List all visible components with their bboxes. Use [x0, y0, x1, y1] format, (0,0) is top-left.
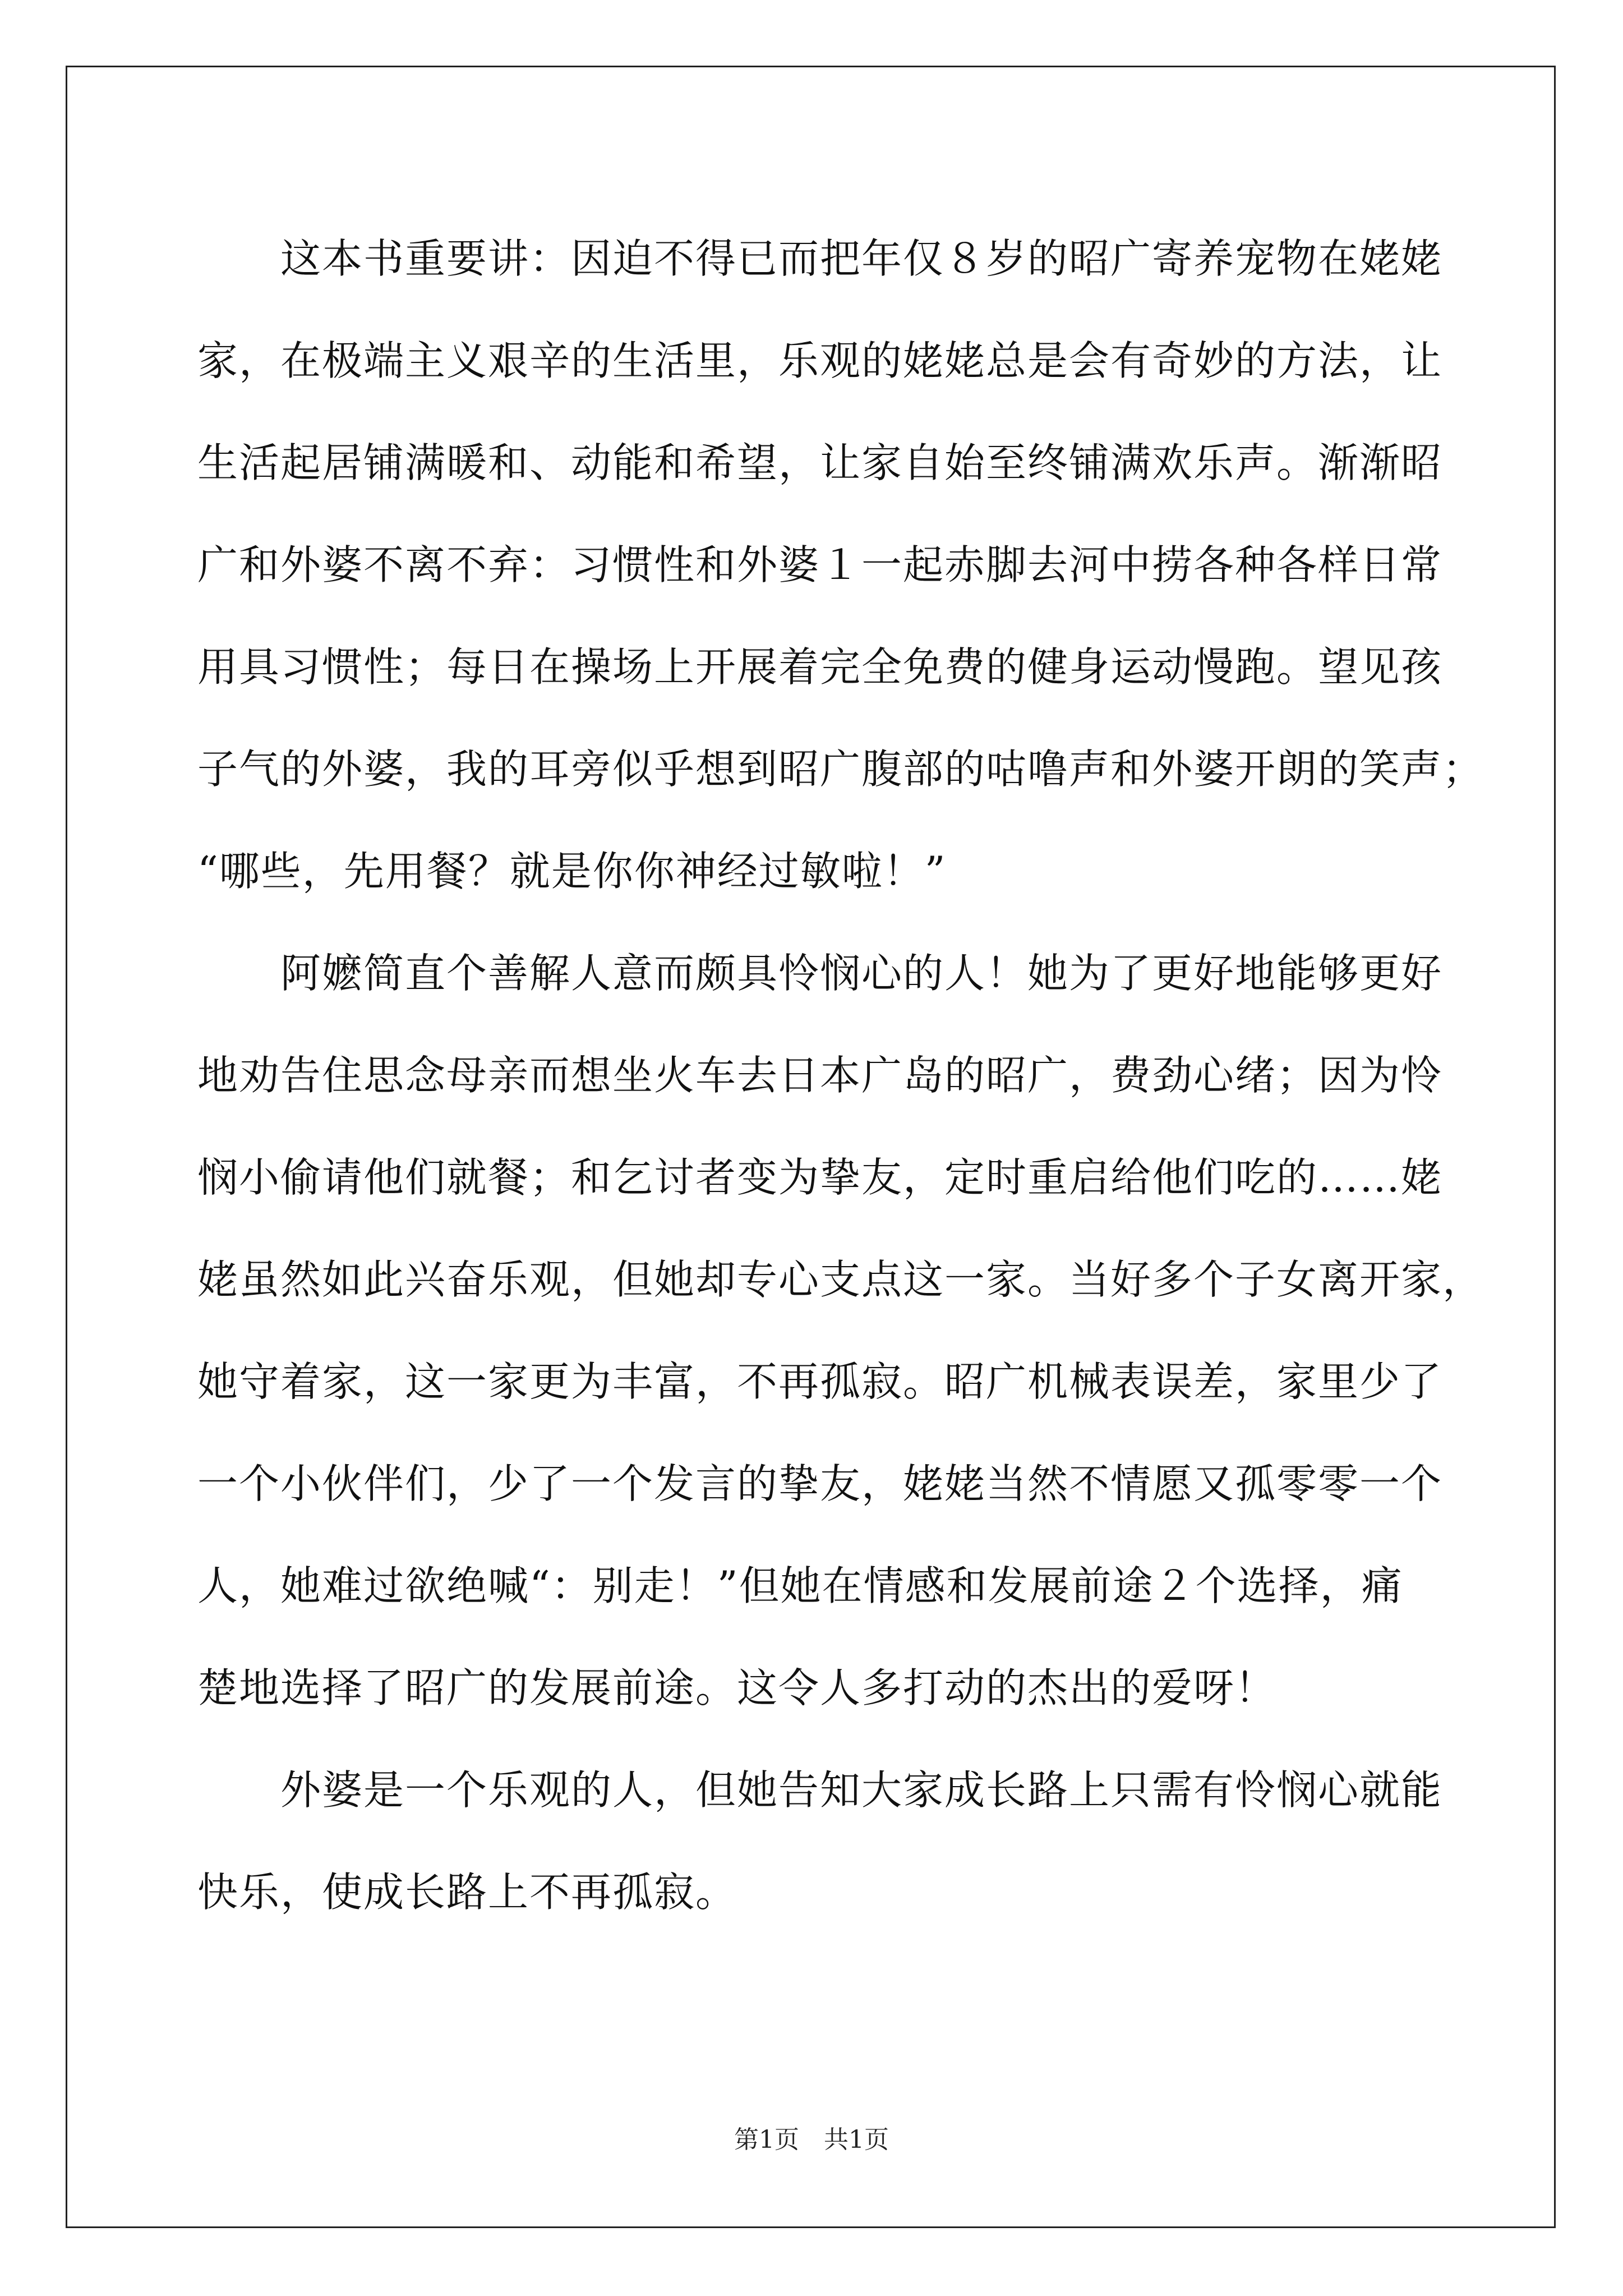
- text-line: 广和外婆不离不弃：习惯性和外婆１一起赤脚去河中捞各种各样日常: [197, 541, 1443, 588]
- text-line: “哪些，先用餐？就是你你神经过敏啦！”: [197, 848, 947, 895]
- text-line: 楚地选择了昭广的发展前途。这令人多打动的杰出的爱呀！: [197, 1664, 1277, 1711]
- text-line: 子气的外婆，我的耳旁似乎想到昭广腹部的咕噜声和外婆开朗的笑声；: [197, 746, 1484, 793]
- text-line: 家，在极端主义艰辛的生活里，乐观的姥姥总是会有奇妙的方法，让: [197, 337, 1443, 384]
- text-line: 外婆是一个乐观的人，但她告知大家成长路上只需有怜悯心就能: [197, 1766, 1443, 1814]
- text-line: 阿嬷简直个善解人意而颇具怜悯心的人！她为了更好地能够更好: [197, 950, 1443, 997]
- text-line: 姥虽然如此兴奋乐观，但她却专心支点这一家。当好多个子女离开家，: [197, 1256, 1484, 1303]
- text-line: 一个小伙伴们，少了一个发言的挚友，姥姥当然不情愿又孤零零一个: [197, 1460, 1443, 1507]
- text-line: 地劝告住思念母亲而想坐火车去日本广岛的昭广，费劲心绪；因为怜: [197, 1052, 1443, 1099]
- document-body: [197, 208, 1484, 1943]
- page-footer: 第1页 共1页: [734, 2125, 889, 2154]
- text-line: 这本书重要讲：因迫不得已而把年仅８岁的昭广寄养宠物在姥姥: [197, 235, 1443, 282]
- text-line: 生活起居铺满暖和、动能和希望，让家自始至终铺满欢乐声。渐渐昭: [197, 439, 1443, 486]
- text-line: 用具习惯性；每日在操场上开展着完全免费的健身运动慢跑。望见孩: [197, 643, 1443, 691]
- text-line: 她守着家，这一家更为丰富，不再孤寂。昭广机械表误差，家里少了: [197, 1358, 1443, 1405]
- text-line: 快乐，使成长路上不再孤寂。: [197, 1869, 737, 1916]
- text-line: 悯小偷请他们就餐；和乞讨者变为挚友，定时重启给他们吃的……姥: [197, 1154, 1443, 1201]
- text-line: 人，她难过欲绝喊“：别走！”但她在情感和发展前途２个选择，痛: [197, 1562, 1403, 1609]
